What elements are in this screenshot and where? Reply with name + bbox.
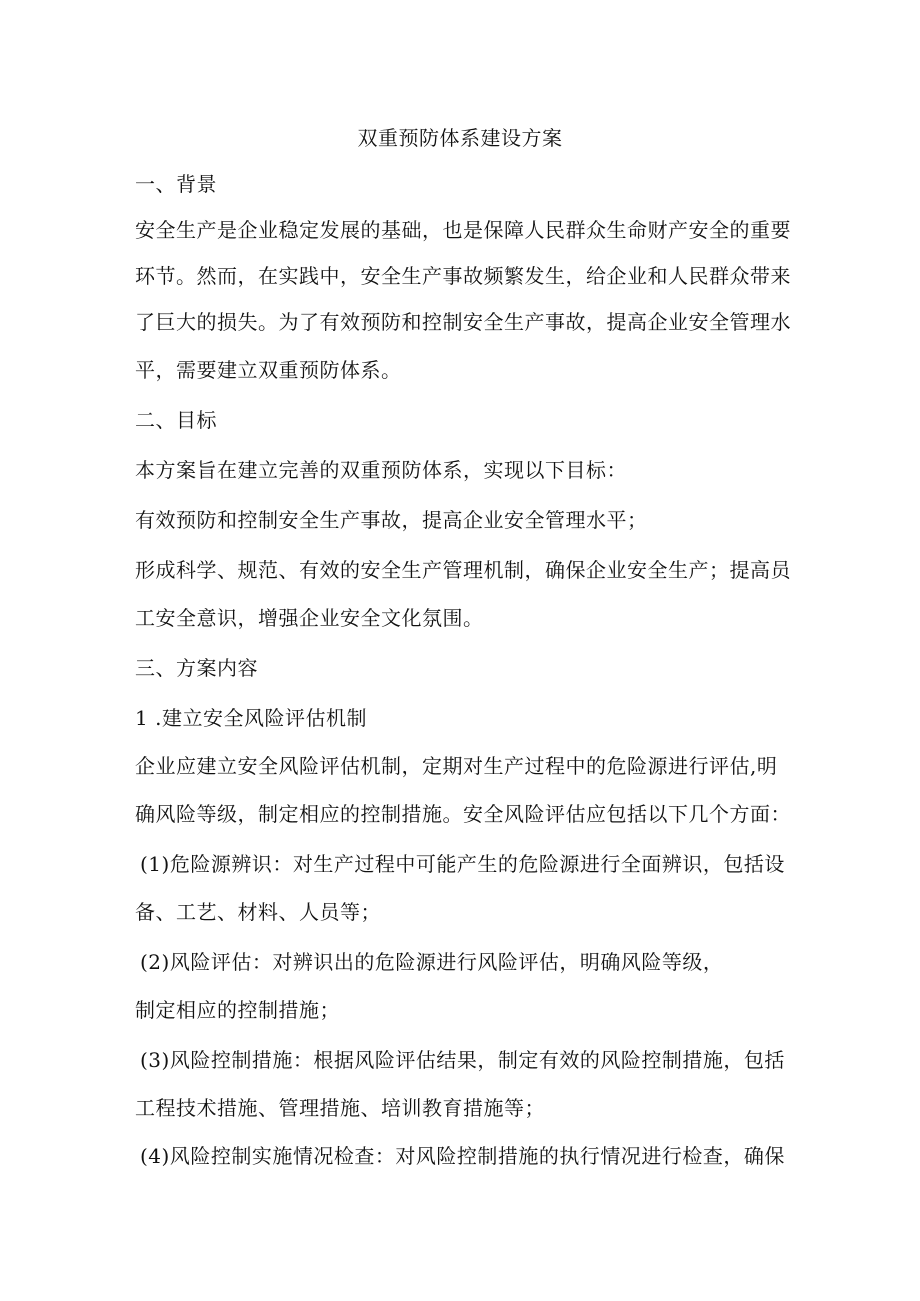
paragraph-line: 确风险等级，制定相应的控制措施。安全风险评估应包括以下几个方面： xyxy=(135,802,791,826)
section-heading-content: 三、方案内容 xyxy=(135,656,258,680)
document-title: 双重预防体系建设方案 xyxy=(357,126,563,150)
paragraph-line: 工安全意识，增强企业安全文化氛围。 xyxy=(135,606,484,630)
subsection-heading: 1 .建立安全风险评估机制 xyxy=(135,706,367,730)
list-item-line: (4)风险控制实施情况检查：对风险控制措施的执行情况进行检查，确保 xyxy=(140,1144,785,1168)
paragraph-line: 形成科学、规范、有效的安全生产管理机制，确保企业安全生产；提高员 xyxy=(135,558,791,582)
list-item-line: (2)风险评估：对辨识出的危险源进行风险评估，明确风险等级， xyxy=(140,950,724,974)
paragraph-line: 有效预防和控制安全生产事故，提高企业安全管理水平； xyxy=(135,508,648,532)
list-item-line: 工程技术措施、管理措施、培训教育措施等； xyxy=(135,1096,545,1120)
list-item-line: 备、工艺、材料、人员等； xyxy=(135,900,381,924)
list-item-line: (1)危险源辨识：对生产过程中可能产生的危险源进行全面辨识，包括设 xyxy=(140,852,785,876)
paragraph-line: 了巨大的损失。为了有效预防和控制安全生产事故，提高企业安全管理水 xyxy=(135,310,791,334)
paragraph-line: 本方案旨在建立完善的双重预防体系，实现以下目标： xyxy=(135,458,627,482)
section-heading-background: 一、背景 xyxy=(135,172,217,196)
list-item-line: 制定相应的控制措施； xyxy=(135,998,340,1022)
paragraph-line: 安全生产是企业稳定发展的基础，也是保障人民群众生命财产安全的重要 xyxy=(135,218,791,242)
paragraph-line: 平，需要建立双重预防体系。 xyxy=(135,358,402,382)
list-item-line: (3)风险控制措施：根据风险评估结果，制定有效的风险控制措施，包括 xyxy=(140,1048,785,1072)
section-heading-goals: 二、目标 xyxy=(135,408,217,432)
paragraph-line: 环节。然而，在实践中，安全生产事故频繁发生，给企业和人民群众带来 xyxy=(135,264,791,288)
paragraph-line: 企业应建立安全风险评估机制，定期对生产过程中的危险源进行评估,明 xyxy=(135,754,778,778)
